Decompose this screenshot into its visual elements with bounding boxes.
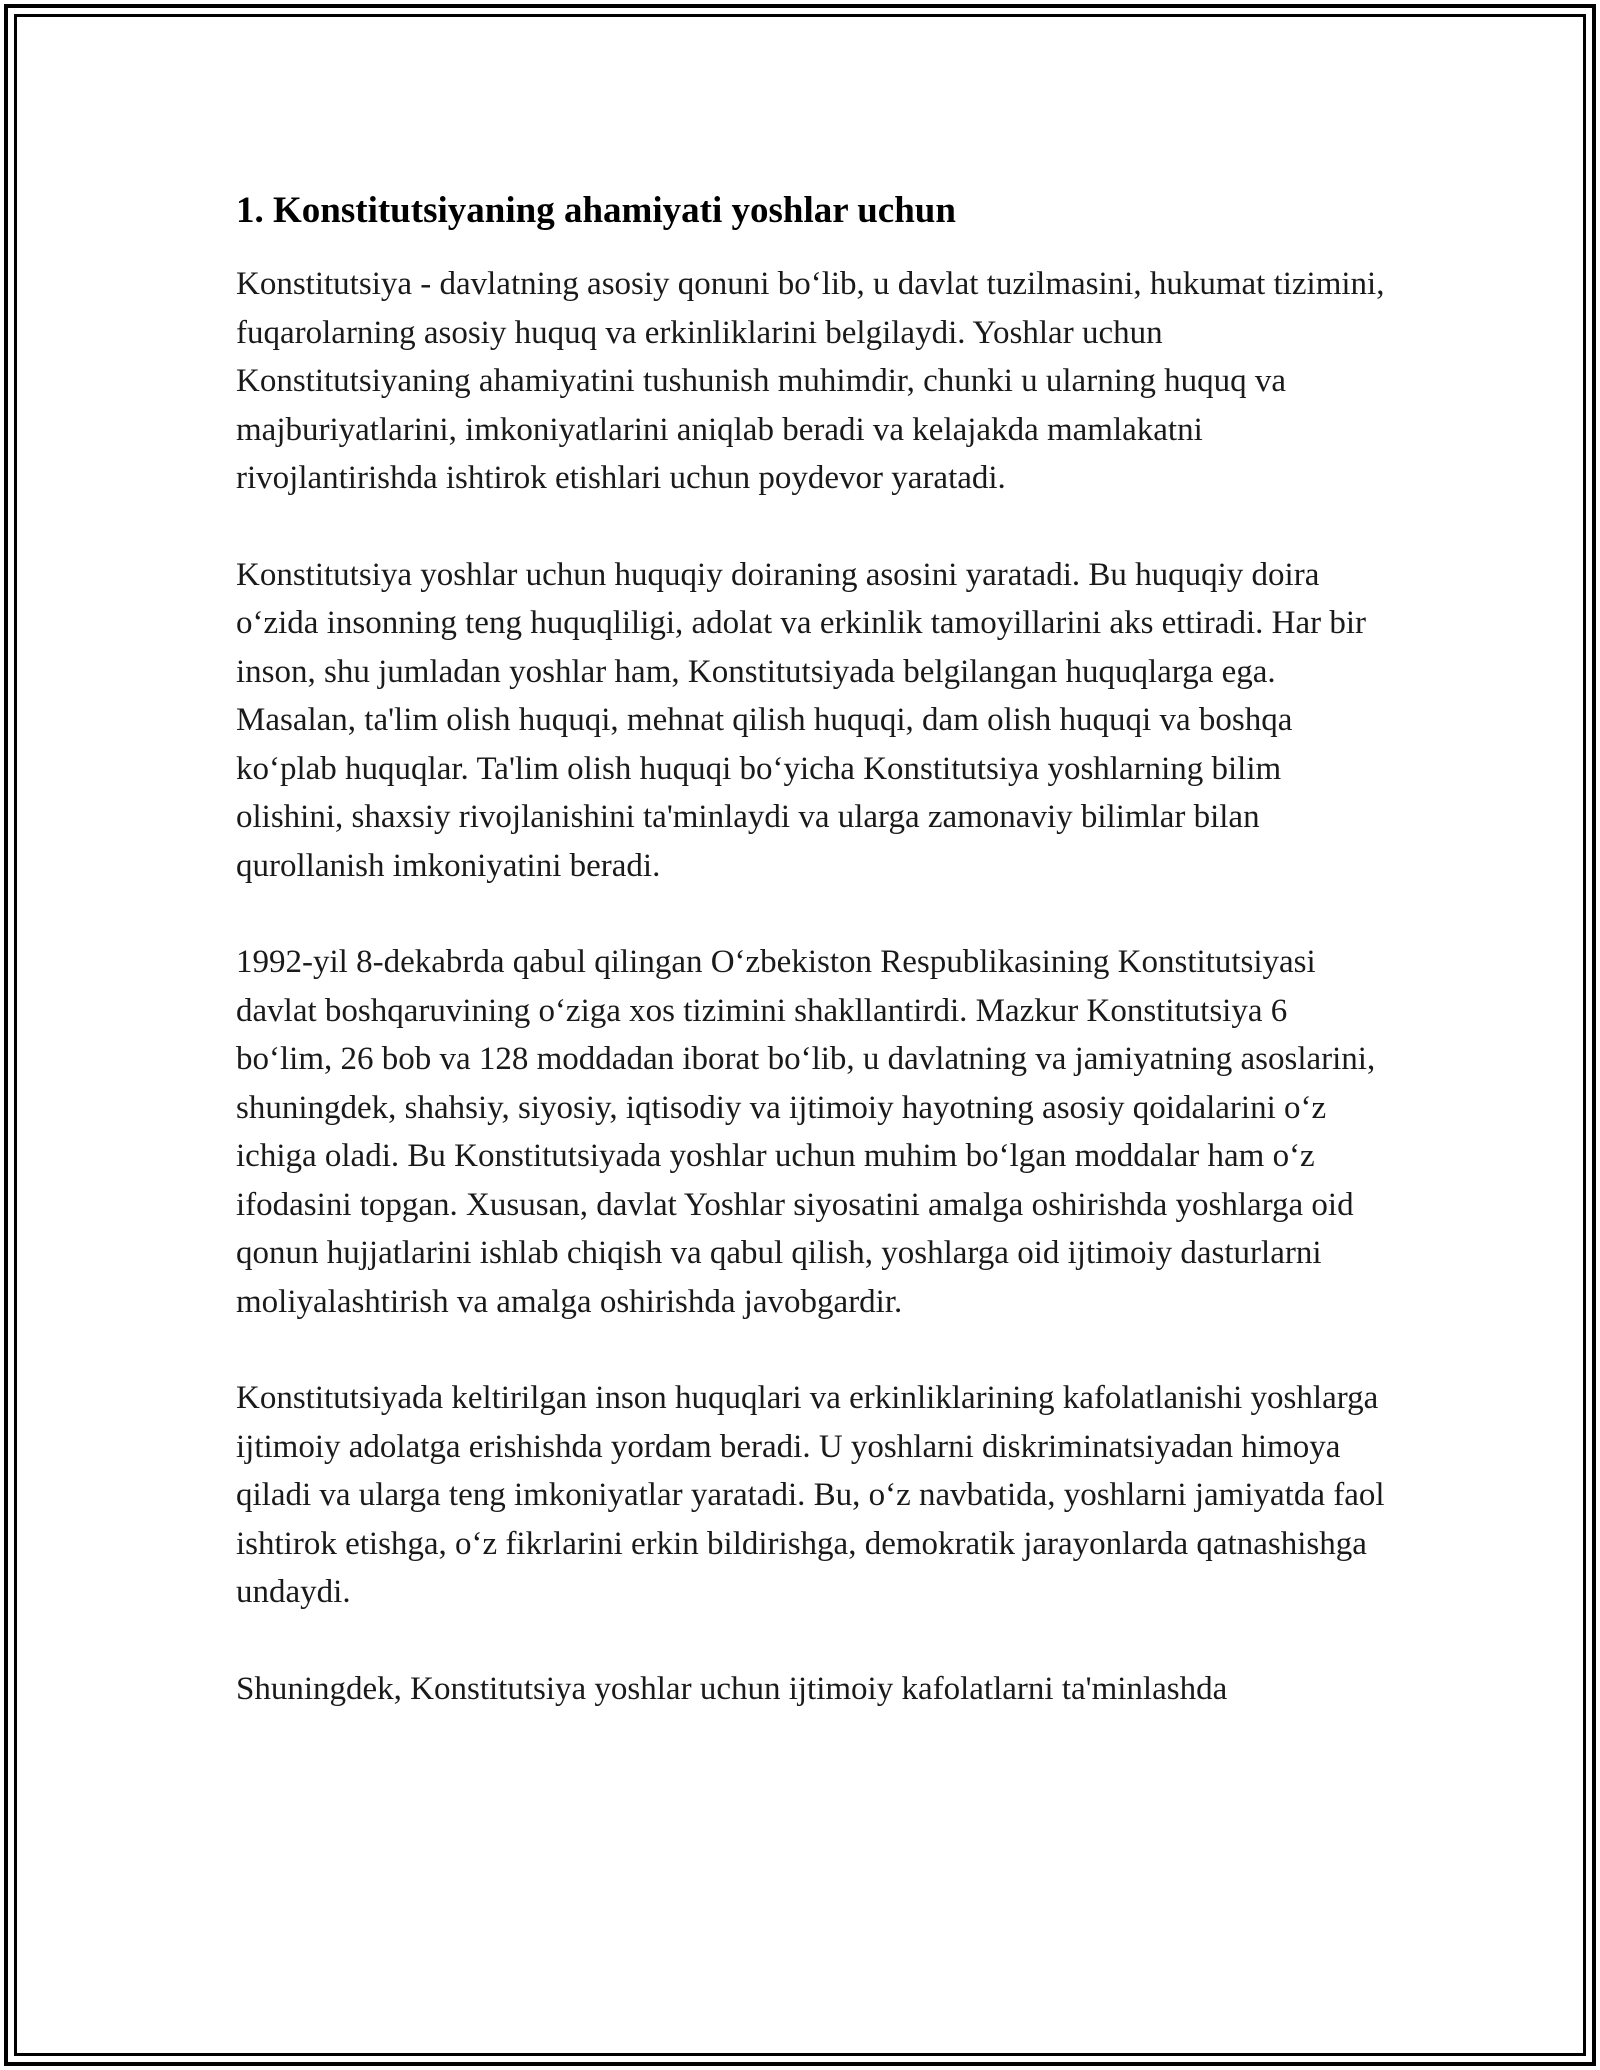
paragraph-constitution-1992: 1992-yil 8-dekabrda qabul qilingan O‘zbekiston Respublikasining Konstitutsiyasi davlat boshqaruvining o‘ziga xos tizimini shakllantirdi. Mazkur Konstitutsiya 6 bo‘lim, 26 bob va 128 moddadan iborat bo‘lib, u davlatning va jamiyatning asoslarini, shuningdek, shahsiy, siyosiy, iqtisodiy va ijtimoiy hayotning asosiy qoidalarini o‘z ichiga oladi. Bu Konstitutsiyada yoshlar uchun muhim bo‘lgan moddalar ham o‘z ifodasini topgan. Xususan, davlat Yoshlar siyosatini amalga oshirishda yoshlarga oid qonun hujjatlarini ishlab chiqish va qabul qilish, yoshlarga oid ijtimoiy dasturlarni moliyalashtirish va amalga oshirishda javobgardir.: [236, 944, 1376, 1320]
paragraph-human-rights: Konstitutsiyada keltirilgan inson huquqlari va erkinliklarining kafolatlanishi yoshlarga ijtimoiy adolatga erishishda yordam beradi. U yoshlarni diskriminatsiyadan himoya qiladi va ularga teng imkoniyatlar yaratadi. Bu, o‘z navbatida, yoshlarni jamiyatda faol ishtirok etishga, o‘z fikrlarini erkin bildirishga, demokratik jarayonlarda qatnashishga undaydi.: [236, 1380, 1385, 1610]
document-body: [236, 186, 1386, 1761]
section-heading: 1. Konstitutsiyaning ahamiyati yoshlar uchun: [236, 190, 956, 231]
paragraph-social-guarantees: Shuningdek, Konstitutsiya yoshlar uchun ijtimoiy kafolatlarni ta'minlashda: [236, 1670, 1228, 1707]
paragraph-intro: Konstitutsiya - davlatning asosiy qonuni bo‘lib, u davlat tuzilmasini, hukumat tizimini, fuqarolarning asosiy huquq va erkinliklarini belgilaydi. Yoshlar uchun Konstitutsiyaning ahamiyatini tushunish muhimdir, chunki u ularning huquq va majburiyatlarini, imkoniyatlarini aniqlab beradi va kelajakda mamlakatni rivojlantirishda ishtirok etishlari uchun poydevor yaratadi.: [236, 266, 1385, 496]
paragraph-legal-framework: Konstitutsiya yoshlar uchun huquqiy doiraning asosini yaratadi. Bu huquqiy doira o‘zida insonning teng huquqliligi, adolat va erkinlik tamoyillarini aks ettiradi. Har bir inson, shu jumladan yoshlar ham, Konstitutsiyada belgilangan huquqlarga ega. Masalan, ta'lim olish huquqi, mehnat qilish huquqi, dam olish huquqi va boshqa ko‘plab huquqlar. Ta'lim olish huquqi bo‘yicha Konstitutsiya yoshlarning bilim olishini, shaxsiy rivojlanishini ta'minlaydi va ularga zamonaviy bilimlar bilan qurollanish imkoniyatini beradi.: [236, 556, 1366, 884]
